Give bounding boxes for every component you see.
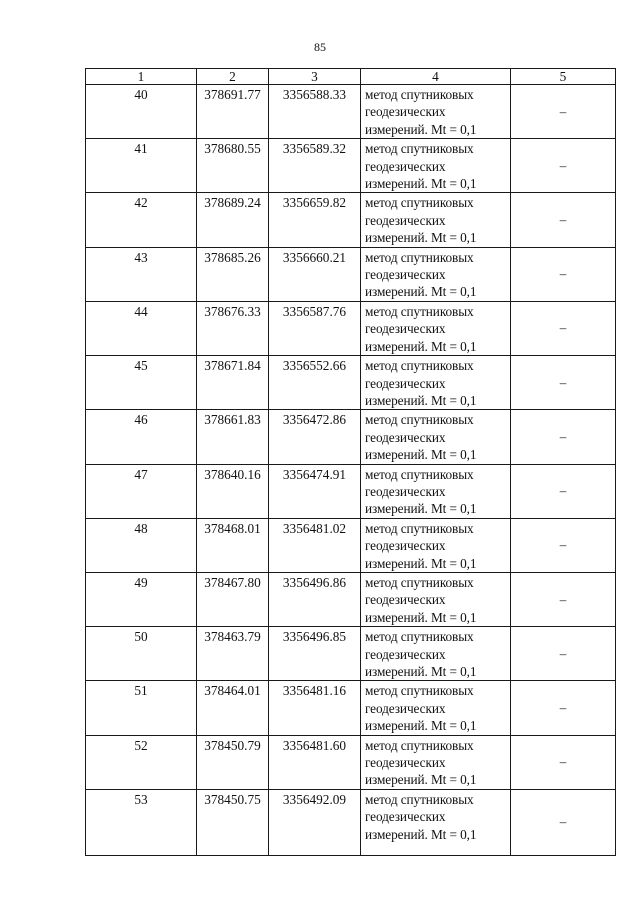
method-line: измерений. Mt = 0,1 xyxy=(365,121,477,137)
point-number-cell: 49 xyxy=(86,572,197,626)
x-coordinate-cell: 378685.26 xyxy=(197,247,269,301)
y-coordinate-cell: 3356552.66 xyxy=(269,356,361,410)
note-cell: – xyxy=(511,464,616,518)
point-number-cell: 50 xyxy=(86,627,197,681)
point-number-cell: 42 xyxy=(86,193,197,247)
method-line: метод спутниковых xyxy=(365,574,474,590)
x-coordinate-cell: 378468.01 xyxy=(197,518,269,572)
method-line: метод спутниковых xyxy=(365,412,474,428)
method-line: измерений. Mt = 0,1 xyxy=(365,338,477,354)
note-cell: – xyxy=(511,301,616,355)
coordinates-table xyxy=(85,68,616,856)
y-coordinate-cell: 3356481.60 xyxy=(269,735,361,789)
table-row xyxy=(86,301,616,355)
method-line: геодезических xyxy=(365,538,446,554)
table-row xyxy=(86,518,616,572)
note-cell: – xyxy=(511,356,616,410)
method-line: метод спутниковых xyxy=(365,249,474,265)
method-line: геодезических xyxy=(365,429,446,445)
method-line: измерений. Mt = 0,1 xyxy=(365,230,477,246)
method-cell xyxy=(361,518,511,572)
point-number-cell: 48 xyxy=(86,518,197,572)
page-number: 85 xyxy=(314,40,326,54)
method-line: измерений. Mt = 0,1 xyxy=(365,772,477,788)
method-line: измерений. Mt = 0,1 xyxy=(365,718,477,734)
note-cell: – xyxy=(511,247,616,301)
y-coordinate-cell: 3356496.86 xyxy=(269,572,361,626)
method-line: метод спутниковых xyxy=(365,87,474,102)
point-number-cell: 52 xyxy=(86,735,197,789)
method-cell xyxy=(361,627,511,681)
method-line: геодезических xyxy=(365,321,446,337)
point-number-cell: 51 xyxy=(86,681,197,735)
table-row xyxy=(86,627,616,681)
method-line: геодезических xyxy=(365,592,446,608)
point-number-cell: 44 xyxy=(86,301,197,355)
method-cell xyxy=(361,301,511,355)
header-cell-4: 4 xyxy=(361,69,511,85)
y-coordinate-cell: 3356481.02 xyxy=(269,518,361,572)
y-coordinate-cell: 3356492.09 xyxy=(269,789,361,855)
header-row xyxy=(86,69,616,85)
note-cell: – xyxy=(511,627,616,681)
method-cell xyxy=(361,681,511,735)
method-cell xyxy=(361,193,511,247)
table-row xyxy=(86,410,616,464)
method-line: геодезических xyxy=(365,700,446,716)
x-coordinate-cell: 378691.77 xyxy=(197,85,269,139)
method-line: измерений. Mt = 0,1 xyxy=(365,447,477,463)
method-line: метод спутниковых xyxy=(365,683,474,699)
method-cell xyxy=(361,410,511,464)
x-coordinate-cell: 378661.83 xyxy=(197,410,269,464)
method-cell xyxy=(361,247,511,301)
method-line: геодезических xyxy=(365,104,446,120)
method-cell xyxy=(361,789,511,855)
note-cell: – xyxy=(511,735,616,789)
table-row xyxy=(86,735,616,789)
x-coordinate-cell: 378680.55 xyxy=(197,139,269,193)
point-number-cell: 45 xyxy=(86,356,197,410)
method-line: метод спутниковых xyxy=(365,520,474,536)
method-line: геодезических xyxy=(365,483,446,499)
note-cell: – xyxy=(511,518,616,572)
x-coordinate-cell: 378467.80 xyxy=(197,572,269,626)
method-line: геодезических xyxy=(365,375,446,391)
table-row xyxy=(86,193,616,247)
table-row xyxy=(86,85,616,139)
method-cell xyxy=(361,85,511,139)
method-cell xyxy=(361,735,511,789)
note-cell: – xyxy=(511,85,616,139)
note-cell: – xyxy=(511,681,616,735)
x-coordinate-cell: 378463.79 xyxy=(197,627,269,681)
x-coordinate-cell: 378450.79 xyxy=(197,735,269,789)
x-coordinate-cell: 378671.84 xyxy=(197,356,269,410)
method-line: метод спутниковых xyxy=(365,791,474,807)
method-line: измерений. Mt = 0,1 xyxy=(365,176,477,192)
point-number-cell: 46 xyxy=(86,410,197,464)
y-coordinate-cell: 3356660.21 xyxy=(269,247,361,301)
method-line: геодезических xyxy=(365,267,446,283)
x-coordinate-cell: 378450.75 xyxy=(197,789,269,855)
table-row xyxy=(86,681,616,735)
method-line: измерений. Mt = 0,1 xyxy=(365,392,477,408)
table-row xyxy=(86,464,616,518)
method-line: измерений. Mt = 0,1 xyxy=(365,609,477,625)
method-line: измерений. Mt = 0,1 xyxy=(365,501,477,517)
method-cell xyxy=(361,464,511,518)
note-cell: – xyxy=(511,789,616,855)
point-number-cell: 41 xyxy=(86,139,197,193)
header-cell-2: 2 xyxy=(197,69,269,85)
table-row xyxy=(86,572,616,626)
y-coordinate-cell: 3356474.91 xyxy=(269,464,361,518)
note-cell: – xyxy=(511,572,616,626)
method-cell xyxy=(361,572,511,626)
note-cell: – xyxy=(511,193,616,247)
note-cell: – xyxy=(511,410,616,464)
method-line: метод спутниковых xyxy=(365,629,474,645)
method-line: геодезических xyxy=(365,646,446,662)
y-coordinate-cell: 3356588.33 xyxy=(269,85,361,139)
method-line: геодезических xyxy=(365,809,446,825)
point-number-cell: 43 xyxy=(86,247,197,301)
method-line: метод спутниковых xyxy=(365,141,474,157)
header-cell-1: 1 xyxy=(86,69,197,85)
method-line: измерений. Mt = 0,1 xyxy=(365,555,477,571)
x-coordinate-cell: 378676.33 xyxy=(197,301,269,355)
point-number-cell: 53 xyxy=(86,789,197,855)
point-number-cell: 47 xyxy=(86,464,197,518)
method-line: метод спутниковых xyxy=(365,195,474,211)
x-coordinate-cell: 378464.01 xyxy=(197,681,269,735)
y-coordinate-cell: 3356496.85 xyxy=(269,627,361,681)
method-line: измерений. Mt = 0,1 xyxy=(365,284,477,300)
x-coordinate-cell: 378689.24 xyxy=(197,193,269,247)
method-cell xyxy=(361,356,511,410)
method-line: метод спутниковых xyxy=(365,358,474,374)
y-coordinate-cell: 3356587.76 xyxy=(269,301,361,355)
table-row xyxy=(86,789,616,855)
y-coordinate-cell: 3356659.82 xyxy=(269,193,361,247)
method-line: измерений. Mt = 0,1 xyxy=(365,664,477,679)
method-cell xyxy=(361,139,511,193)
method-line: метод спутниковых xyxy=(365,466,474,482)
method-line: геодезических xyxy=(365,158,446,174)
table-row xyxy=(86,356,616,410)
method-line: измерений. Mt = 0,1 xyxy=(365,826,477,842)
method-line: геодезических xyxy=(365,755,446,771)
method-line: геодезических xyxy=(365,212,446,228)
table-body xyxy=(86,69,616,856)
method-line: метод спутниковых xyxy=(365,303,474,319)
y-coordinate-cell: 3356472.86 xyxy=(269,410,361,464)
method-line: метод спутниковых xyxy=(365,737,474,753)
x-coordinate-cell: 378640.16 xyxy=(197,464,269,518)
y-coordinate-cell: 3356589.32 xyxy=(269,139,361,193)
y-coordinate-cell: 3356481.16 xyxy=(269,681,361,735)
header-cell-3: 3 xyxy=(269,69,361,85)
table-row xyxy=(86,247,616,301)
point-number-cell: 40 xyxy=(86,85,197,139)
note-cell: – xyxy=(511,139,616,193)
header-cell-5: 5 xyxy=(511,69,616,85)
table-row xyxy=(86,139,616,193)
